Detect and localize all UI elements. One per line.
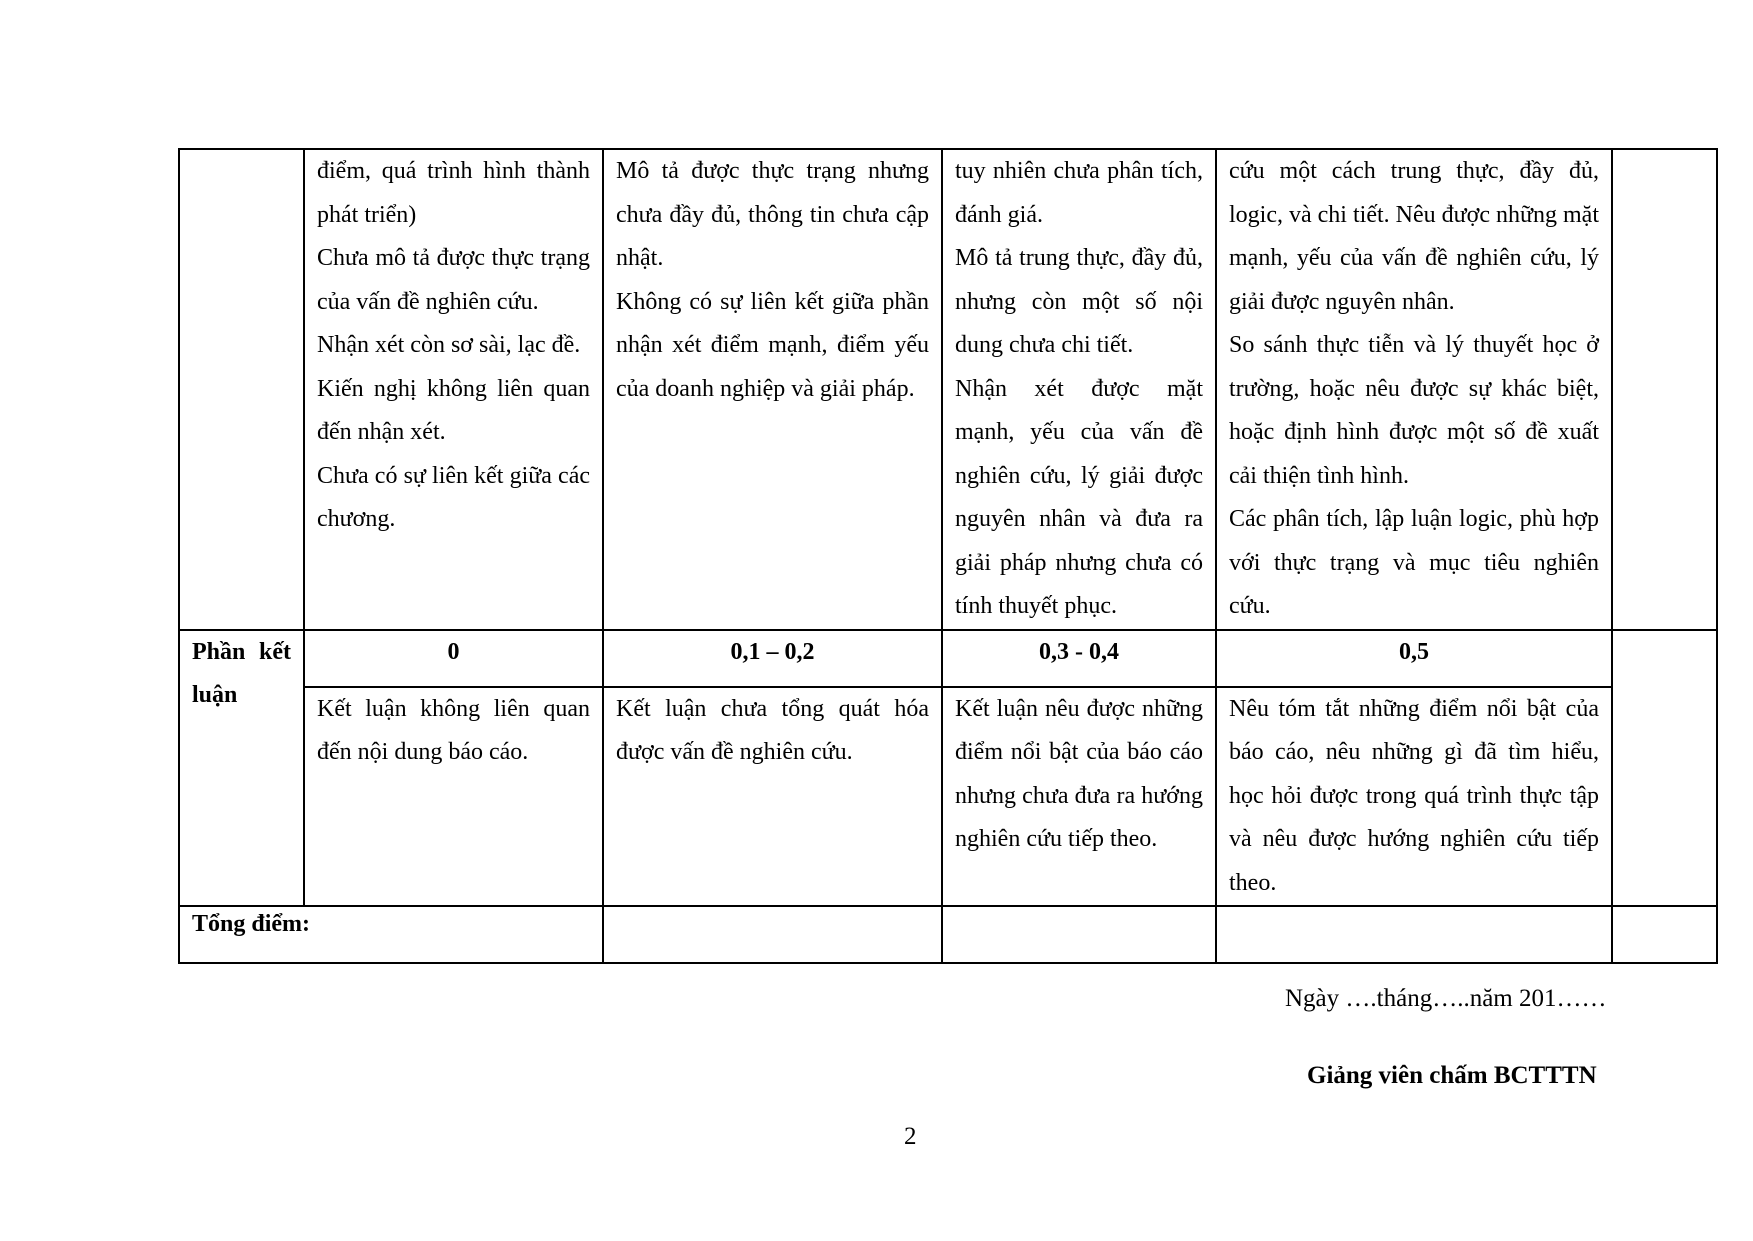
conclusion-desc-0: Kết luận không liên quan đến nội dung báo cáo.	[304, 687, 603, 907]
conclusion-desc-1: Kết luận chưa tổng quát hóa được vấn đề nghiên cứu.	[603, 687, 942, 907]
total-label: Tổng điểm:	[179, 906, 603, 963]
score-entry-conclusion[interactable]	[1612, 630, 1717, 907]
table-row-continued	[179, 149, 1717, 630]
cell-text: điểm, quá trình hình thành phát triển)	[317, 158, 590, 228]
cell-text: cứu một cách trung thực, đầy đủ, logic, và chi tiết. Nêu được những mặt mạnh, yếu của vấn đề nghiên cứu, lý giải được nguyên nhân.	[1229, 158, 1599, 315]
level-3-cell	[1216, 149, 1612, 630]
table-row-conclusion-descriptions	[179, 687, 1717, 907]
grading-rubric-table	[178, 148, 1718, 964]
score-entry-cell[interactable]	[1612, 149, 1717, 630]
cell-text: tuy nhiên chưa phân tích, đánh giá.	[955, 158, 1203, 228]
cell-text: Nhận xét được mặt mạnh, yếu của vấn đề nghiên cứu, lý giải được nguyên nhân và đưa ra giải pháp nhưng chưa có tính thuyết phục.	[955, 375, 1203, 619]
cell-text: Mô tả được thực trạng nhưng chưa đầy đủ, thông tin chưa cập nhật.	[616, 158, 929, 271]
conclusion-desc-2: Kết luận nêu được những điểm nổi bật của báo cáo nhưng chưa đưa ra hướng nghiên cứu tiếp theo.	[942, 687, 1216, 907]
total-cell-2[interactable]	[942, 906, 1216, 963]
total-cell-4[interactable]	[1612, 906, 1717, 963]
total-cell-1[interactable]	[603, 906, 942, 963]
cell-text: Chưa mô tả được thực trạng của vấn đề nghiên cứu.	[317, 245, 590, 315]
level-1-cell	[603, 149, 942, 630]
cell-text: Các phân tích, lập luận logic, phù hợp với thực trạng và mục tiêu nghiên cứu.	[1229, 506, 1599, 619]
page-number: 2	[904, 1123, 917, 1150]
table-row-conclusion-scores	[179, 630, 1717, 687]
signer-title: Giảng viên chấm BCTTTN	[1307, 1062, 1597, 1089]
cell-text: Chưa có sự liên kết giữa các chương.	[317, 462, 590, 532]
criterion-conclusion: Phần kết luận	[179, 630, 304, 907]
cell-text: Kiến nghị không liên quan đến nhận xét.	[317, 375, 590, 445]
cell-text: So sánh thực tiễn và lý thuyết học ở trường, hoặc nêu được sự khác biệt, hoặc định hình được một số đề xuất cải thiện tình hình.	[1229, 332, 1599, 489]
score-range-3: 0,5	[1216, 630, 1612, 687]
cell-text: Không có sự liên kết giữa phần nhận xét điểm mạnh, điểm yếu của doanh nghiệp và giải pháp.	[616, 288, 929, 402]
score-range-2: 0,3 - 0,4	[942, 630, 1216, 687]
level-2-cell	[942, 149, 1216, 630]
cell-text: Nhận xét còn sơ sài, lạc đề.	[317, 332, 581, 358]
date-line: Ngày ….tháng…..năm 201……	[1285, 985, 1607, 1012]
score-range-1: 0,1 – 0,2	[603, 630, 942, 687]
cell-text: Mô tả trung thực, đầy đủ, nhưng còn một số nội dung chưa chi tiết.	[955, 245, 1203, 358]
level-0-cell	[304, 149, 603, 630]
table-row-total	[179, 906, 1717, 963]
conclusion-desc-3: Nêu tóm tắt những điểm nổi bật của báo cáo, nêu những gì đã tìm hiểu, học hỏi được trong quá trình thực tập và nêu được hướng nghiên cứu tiếp theo.	[1216, 687, 1612, 907]
criterion-cell	[179, 149, 304, 630]
total-cell-3[interactable]	[1216, 906, 1612, 963]
score-range-0: 0	[304, 630, 603, 687]
